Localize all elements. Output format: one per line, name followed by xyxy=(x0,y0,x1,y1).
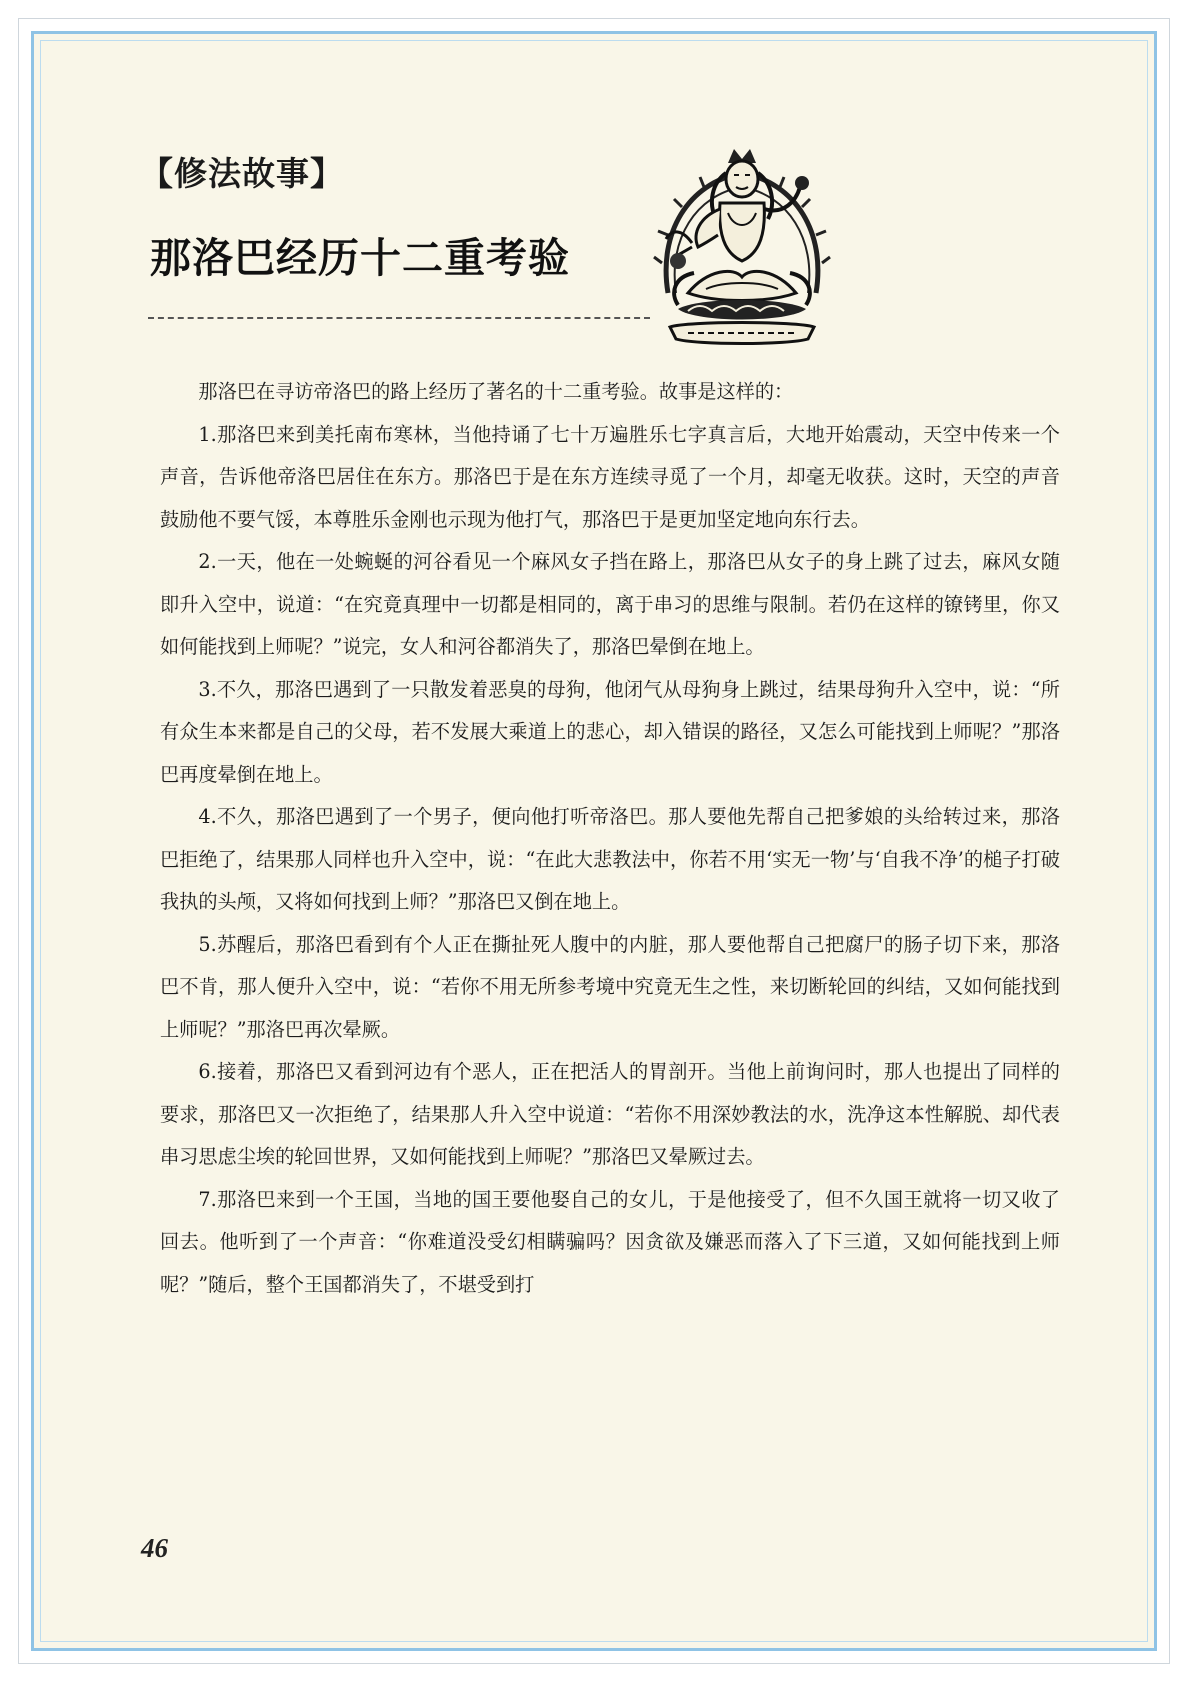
paragraph: 4.不久，那洛巴遇到了一个男子，便向他打听帝洛巴。那人要他先帮自己把爹娘的头给转过来，那洛巴拒绝了，结果那人同样也升入空中，说：“在此大悲教法中，你若不用‘实无一物’与‘自我不净’的槌子打破我执的头颅，又将如何找到上师？”那洛巴又倒在地上。 xyxy=(160,805,1060,913)
page-title: 那洛巴经历十二重考验 xyxy=(150,234,570,282)
paragraph: 2.一天，他在一处蜿蜒的河谷看见一个麻风女子挡在路上，那洛巴从女子的身上跳了过去，麻风女随即升入空中，说道：“在究竟真理中一切都是相同的，离于串习的思维与限制。若仍在这样的镣铐里，你又如何能找到上师呢？”说完，女人和河谷都消失了，那洛巴晕倒在地上。 xyxy=(160,550,1060,658)
title-dashed-divider xyxy=(148,317,650,319)
paragraph: 那洛巴在寻访帝洛巴的路上经历了著名的十二重考验。故事是这样的： xyxy=(198,380,794,403)
page-number: 46 xyxy=(141,1533,168,1563)
paragraph: 1.那洛巴来到美托南布寒林，当他持诵了七十万遍胜乐七字真言后，大地开始震动，天空中传来一个声音，告诉他帝洛巴居住在东方。那洛巴于是在东方连续寻觅了一个月，却毫无收获。这时，天空的声音鼓励他不要气馁，本尊胜乐金刚也示现为他打气，那洛巴于是更加坚定地向东行去。 xyxy=(160,422,1060,531)
paragraph: 6.接着，那洛巴又看到河边有个恶人，正在把活人的胃剖开。当他上前询问时，那人也提出了同样的要求，那洛巴又一次拒绝了，结果那人升入空中说道：“若你不用深妙教法的水，洗净这本性解脱、却代表串习思虑尘埃的轮回世界，又如何能找到上师呢？”那洛巴又晕厥过去。 xyxy=(160,1060,1060,1168)
paragraph: 3.不久，那洛巴遇到了一只散发着恶臭的母狗，他闭气从母狗身上跳过，结果母狗升入空中，说：“所有众生本来都是自己的父母，若不发展大乘道上的悲心，却入错误的路径，又怎么可能找到上师呢？”那洛巴再度晕倒在地上。 xyxy=(160,677,1060,786)
paragraph: 7.那洛巴来到一个王国，当地的国王要他娶自己的女儿，于是他接受了，但不久国王就将一切又收了回去。他听到了一个声音：“你难道没受幻相瞒骗吗？因贪欲及嫌恶而落入了下三道，又如何能找到上师呢？”随后，整个王国都消失了，不堪受到打 xyxy=(160,1187,1060,1296)
paragraph: 5.苏醒后，那洛巴看到有个人正在撕扯死人腹中的内脏，那人要他帮自己把腐尸的肠子切下来，那洛巴不肯，那人便升入空中，说：“若你不用无所参考境中究竟无生之性，来切断轮回的纠结，又如何能找到上师呢？”那洛巴再次晕厥。 xyxy=(160,932,1060,1041)
deity-icon xyxy=(648,143,836,353)
section-label: 【修法故事】 xyxy=(140,154,344,193)
body-text xyxy=(160,371,1060,1306)
